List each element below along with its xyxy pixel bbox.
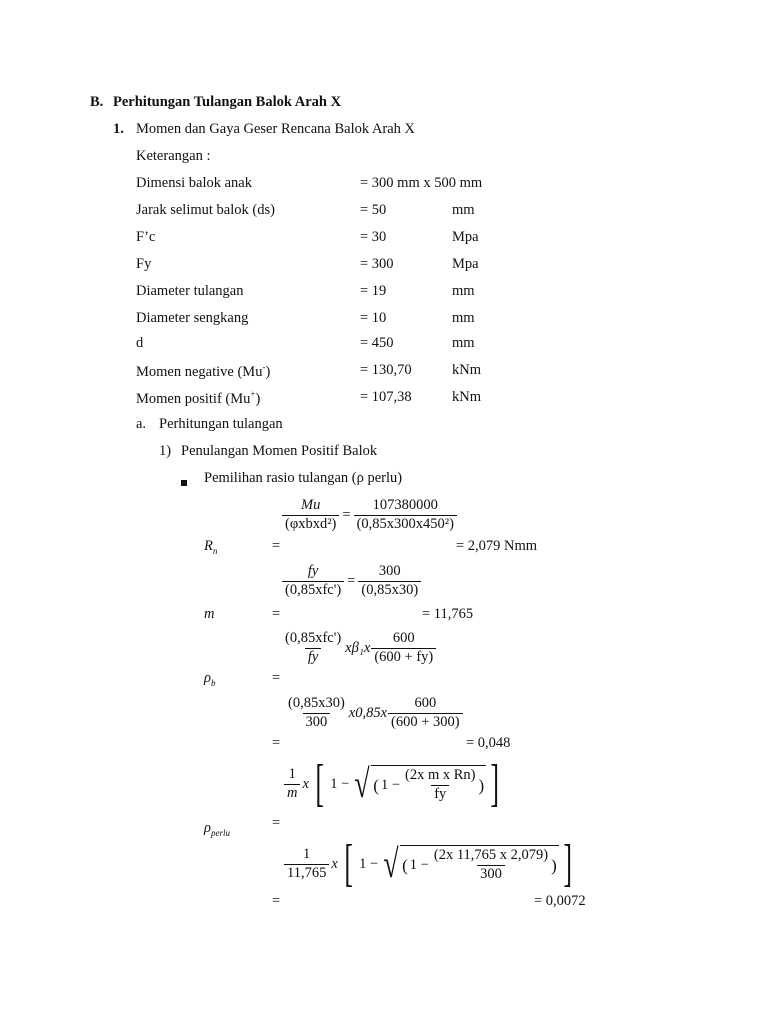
bullet-text: Pemilihan rasio tulangan (ρ perlu) xyxy=(204,470,403,486)
rhoperlu-equals: = xyxy=(272,815,281,831)
keterangan-label: Keterangan : xyxy=(136,148,211,164)
sub-1-text: Penulangan Momen Positif Balok xyxy=(181,443,378,459)
param-value: = 300 mm x 500 mm xyxy=(360,175,483,191)
param-value: = 450 xyxy=(360,335,394,351)
param-value: = 19 xyxy=(360,283,387,299)
square-bullet-icon xyxy=(181,474,187,491)
rn-equals: = xyxy=(272,538,281,554)
param-value: = 10 xyxy=(360,310,387,326)
m-symbol: m xyxy=(204,606,215,622)
rhob-equals-2: = xyxy=(272,735,281,751)
param-label: F’c xyxy=(136,229,156,245)
sub-a-text: Perhitungan tulangan xyxy=(159,416,283,432)
rhoperlu-formula-numeric: $\frac{1}{11,765}$ x [ 1 − √ ( 1 − $\frac{(2x 11,765 x 2,079)}{300}$ ) ] xyxy=(284,838,576,890)
rn-result: = 2,079 Nmm xyxy=(456,538,538,554)
param-value: = 50 xyxy=(360,202,387,218)
param-value: = 300 xyxy=(360,256,394,272)
rhob-symbol: $\rho_b$ xyxy=(204,670,216,688)
rhob-result: = 0,048 xyxy=(466,735,511,751)
sub-a-marker: a. xyxy=(136,416,147,432)
param-unit: mm xyxy=(452,283,475,299)
param-value: = 130,70 xyxy=(360,362,412,378)
rhob-formula-general: $\frac{\text{(0,85xfc')}}{fy}$ xβ₁x $\frac{600}{(600 + fy)}$ xyxy=(282,630,436,666)
rhob-formula-numeric: $\frac{(0,85x30)}{300}$ x0,85x $\frac{600}{(600 + 300)}$ xyxy=(285,695,463,731)
rn-symbol: $R_n$ xyxy=(204,538,218,556)
m-formula: $\frac{fy}{\text{(0,85xfc')}}$ = $\frac{300}{(0,85x30)}$ xyxy=(282,563,421,599)
param-label: Fy xyxy=(136,256,152,272)
param-unit: kNm xyxy=(452,389,481,405)
param-unit: mm xyxy=(452,335,475,351)
item-number: 1. xyxy=(113,121,124,137)
param-unit: mm xyxy=(452,202,475,218)
param-label: Diameter sengkang xyxy=(136,310,249,326)
param-label-moment-neg: Momen negative (Mu-) xyxy=(136,362,271,380)
rhob-equals: = xyxy=(272,670,281,686)
param-unit: Mpa xyxy=(452,229,479,245)
rhoperlu-equals-2: = xyxy=(272,893,281,909)
param-unit: kNm xyxy=(452,362,481,378)
param-label: Dimensi balok anak xyxy=(136,175,252,191)
item-title: Momen dan Gaya Geser Rencana Balok Arah X xyxy=(136,121,416,137)
rhoperlu-result: = 0,0072 xyxy=(534,893,586,909)
section-title: Perhitungan Tulangan Balok Arah X xyxy=(113,94,342,110)
rhoperlu-formula-general: $\frac{1}{m}$ x [ 1 − √ ( 1 − $\frac{\text{(2x m x Rn)}}{fy}$ ) ] xyxy=(284,758,503,810)
param-label-moment-pos: Momen positif (Mu+) xyxy=(136,389,261,407)
param-label: Jarak selimut balok (ds) xyxy=(136,202,275,218)
param-unit: Mpa xyxy=(452,256,479,272)
rhoperlu-symbol: $\rho_{perlu}$ xyxy=(204,820,230,838)
param-label: d xyxy=(136,335,144,351)
rn-formula: $\frac{Mu}{\text{(φxbxd²)}}$ = $\frac{107380000}{\text{(0,85x300x450²)}}$ xyxy=(282,497,457,533)
section-letter: B. xyxy=(90,94,104,110)
m-equals: = xyxy=(272,606,281,622)
sub-1-marker: 1) xyxy=(159,443,172,459)
param-value: = 30 xyxy=(360,229,387,245)
param-value: = 107,38 xyxy=(360,389,412,405)
param-label: Diameter tulangan xyxy=(136,283,244,299)
param-unit: mm xyxy=(452,310,475,326)
m-result: = 11,765 xyxy=(422,606,474,622)
